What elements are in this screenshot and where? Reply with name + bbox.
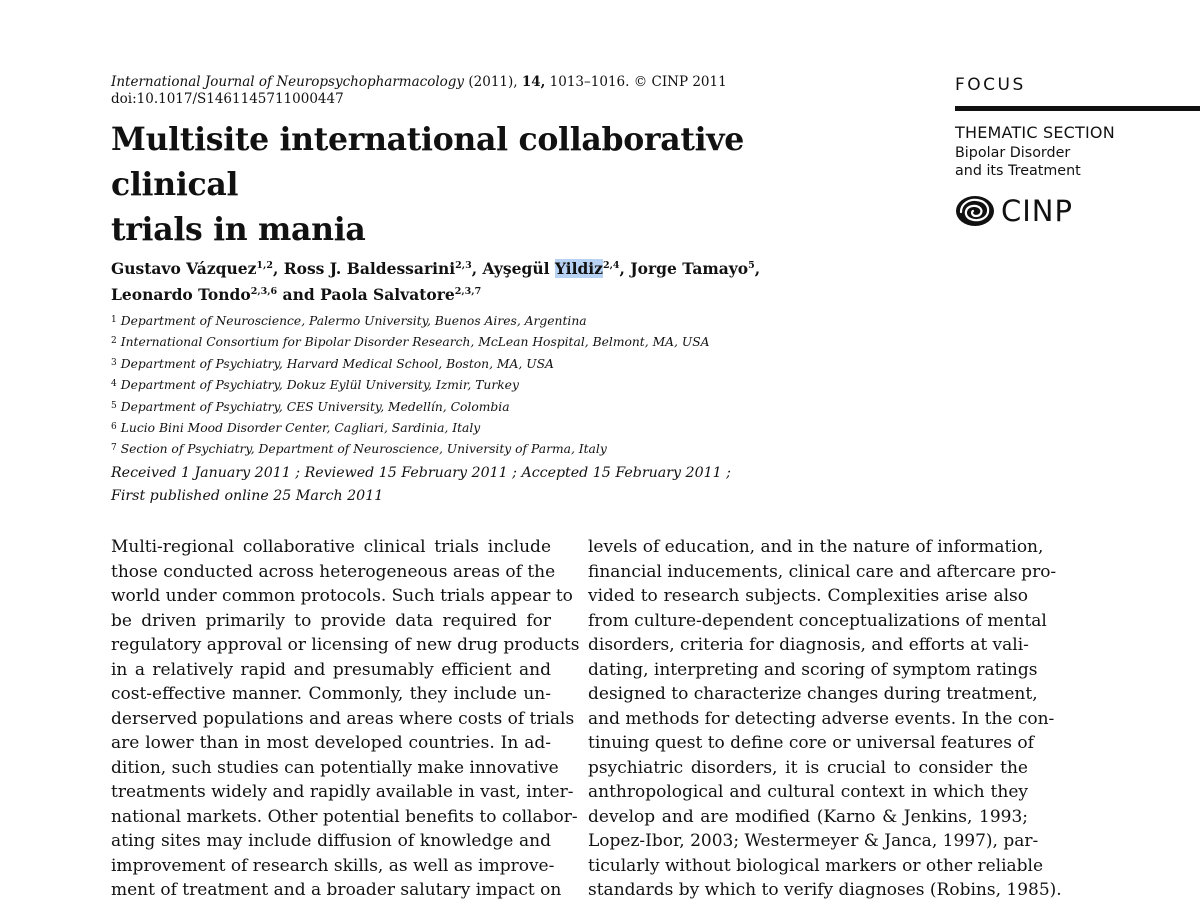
affiliation-text: Department of Psychiatry, Harvard Medical School, Boston, MA, USA — [120, 356, 554, 371]
author-list — [111, 256, 831, 308]
affiliation-item — [111, 331, 831, 352]
author-name[interactable]: Jorge Tamayo — [630, 259, 749, 278]
body-text-line: Lopez-Ibor, 2003; Westermeyer & Janca, 1997), par- — [588, 831, 1039, 851]
body-text-line: financial inducements, clinical care and aftercare pro- — [588, 561, 1057, 582]
body-text-line: develop and are modified (Karno & Jenkins, 1993; — [588, 806, 1028, 827]
body-text-line: standards by which to verify diagnoses (Robins, 1985). — [588, 880, 1062, 900]
affiliation-item — [111, 417, 831, 438]
affiliation-item — [111, 396, 831, 417]
author-given-name: Ayşegül — [482, 259, 555, 278]
title-line: trials in mania — [111, 211, 366, 248]
body-text-line: national markets. Other potential benefits to collabor- — [111, 806, 578, 827]
affiliation-number: 3 — [111, 357, 117, 368]
journal-name: International Journal of Neuropsychopharmacology — [111, 74, 465, 90]
author-affiliation-sup: 1,2 — [256, 260, 273, 271]
affiliation-number: 1 — [111, 315, 117, 325]
author-name[interactable]: Gustavo Vázquez — [111, 259, 257, 278]
body-text-line: disorders, criteria for diagnosis, and efforts at vali- — [588, 635, 1029, 655]
author-separator: and — [277, 285, 321, 304]
body-text-line: ticularly without biological markers or other reliable — [588, 855, 1044, 876]
body-text-line: and methods for detecting adverse events. In the con- — [588, 708, 1055, 729]
affiliation-number: 7 — [111, 443, 117, 454]
cinp-logo — [955, 193, 1073, 229]
selected-text[interactable]: Yildiz — [554, 259, 603, 278]
cinp-logo-text: CINP — [1001, 194, 1073, 228]
affiliation-item — [111, 310, 831, 331]
author-affiliation-sup: 2,3 — [455, 260, 472, 271]
affiliation-text: International Consortium for Bipolar Disorder Research, McLean Hospital, Belmont, MA, USA — [120, 335, 710, 350]
body-text-line: be driven primarily to provide data required for — [111, 610, 551, 631]
sidebar-divider — [955, 106, 1200, 111]
affiliation-text: Lucio Bini Mood Disorder Center, Cagliari, Sardinia, Italy — [120, 421, 481, 436]
journal-pages: 1013–1016. © CINP 2011 — [549, 74, 727, 90]
affiliation-list — [111, 310, 831, 460]
focus-label: FOCUS — [955, 75, 1026, 95]
journal-year: (2011), — [468, 74, 518, 90]
title-line: Multisite international collaborative clinical — [111, 121, 744, 203]
body-text-line: world under common protocols. Such trials appear to — [111, 586, 573, 606]
body-column-left — [111, 535, 580, 903]
doi[interactable]: doi:10.1017/S1461145711000447 — [111, 91, 344, 107]
thematic-topic — [955, 144, 1155, 180]
body-text-line: dating, interpreting and scoring of symptom ratings — [588, 659, 1038, 680]
author-separator: , — [754, 259, 761, 278]
body-text-line: ating sites may include diffusion of knowledge and — [111, 831, 551, 851]
body-text-line: in a relatively rapid and presumably efficient and — [111, 659, 551, 680]
journal-citation — [111, 74, 727, 91]
body-text-line: regulatory approval or licensing of new drug products — [111, 635, 580, 655]
author-name[interactable]: Ross J. Baldessarini — [283, 259, 456, 278]
affiliation-text: Department of Psychiatry, Dokuz Eylül University, Izmir, Turkey — [120, 378, 519, 393]
publication-dates — [111, 462, 831, 507]
author-separator: , — [619, 259, 631, 278]
author-separator: , — [471, 259, 483, 278]
affiliation-number: 2 — [111, 336, 117, 347]
affiliation-text: Section of Psychiatry, Department of Neuroscience, University of Parma, Italy — [120, 442, 607, 457]
body-text-line: derserved populations and areas where costs of trials — [111, 708, 575, 729]
affiliation-text: Department of Psychiatry, CES University, Medellín, Colombia — [120, 399, 510, 414]
affiliation-item — [111, 353, 831, 374]
topic-line: and its Treatment — [955, 163, 1081, 179]
online-date: First published online 25 March 2011 — [111, 487, 384, 504]
affiliation-item — [111, 438, 831, 459]
article-title — [111, 117, 871, 252]
body-text-line: treatments widely and rapidly available in vast, inter- — [111, 782, 574, 802]
thematic-section-label: THEMATIC SECTION — [955, 123, 1115, 142]
topic-line: Bipolar Disorder — [955, 145, 1071, 161]
affiliation-number: 5 — [111, 400, 117, 411]
body-text-line: Multi-regional collaborative clinical trials include — [111, 537, 551, 557]
author-affiliation-sup: 2,4 — [603, 260, 620, 271]
journal-volume: 14, — [521, 74, 546, 90]
author-affiliation-sup: 5 — [748, 260, 755, 271]
body-text-line: dition, such studies can potentially make innovative — [111, 757, 559, 778]
author-name[interactable]: Leonardo Tondo — [111, 285, 251, 304]
body-text-line: cost-effective manner. Commonly, they include un- — [111, 684, 551, 704]
author-separator: , — [272, 259, 284, 278]
affiliation-number: 6 — [111, 422, 117, 433]
body-text-line: designed to characterize changes during treatment, — [588, 684, 1038, 704]
body-text-line: tinuing quest to define core or universal features of — [588, 733, 1034, 753]
body-text-line: those conducted across heterogeneous areas of the — [111, 561, 556, 582]
review-dates: Received 1 January 2011 ; Reviewed 15 February 2011 ; Accepted 15 February 2011 ; — [111, 465, 731, 481]
body-text-line: improvement of research skills, as well as improve- — [111, 855, 555, 876]
body-text-line: vided to research subjects. Complexities arise also — [588, 586, 1028, 606]
author-affiliation-sup: 2,3,7 — [454, 286, 482, 297]
body-column-right — [588, 535, 1062, 903]
body-text-line: psychiatric disorders, it is crucial to consider the — [588, 757, 1028, 778]
affiliation-number: 4 — [111, 379, 117, 390]
affiliation-item — [111, 374, 831, 395]
body-text-line: are lower than in most developed countries. In ad- — [111, 733, 551, 753]
author-name[interactable] — [483, 259, 604, 278]
brain-icon — [955, 195, 995, 227]
body-text-line: from culture-dependent conceptualizations of mental — [588, 610, 1047, 631]
affiliation-text: Department of Neuroscience, Palermo University, Buenos Aires, Argentina — [120, 314, 587, 328]
body-text-line: anthropological and cultural context in which they — [588, 782, 1028, 802]
author-affiliation-sup: 2,3,6 — [250, 286, 278, 297]
body-text-line: ment of treatment and a broader salutary impact on — [111, 880, 562, 900]
author-name[interactable]: Paola Salvatore — [320, 285, 455, 304]
body-text-line: levels of education, and in the nature of information, — [588, 537, 1044, 557]
